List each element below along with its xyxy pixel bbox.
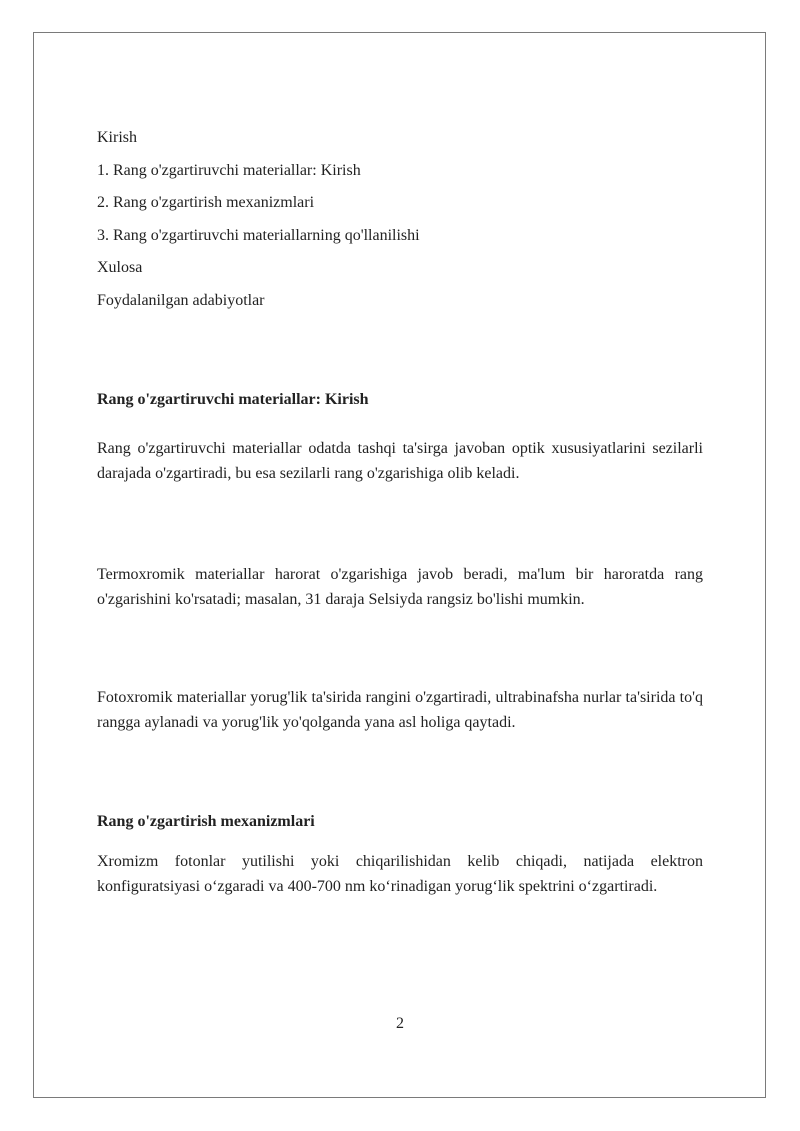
toc-item-conclusion: Xulosa (97, 259, 143, 276)
section-1-paragraph-3: Fotoxromik materiallar yorug'lik ta'sirida rangini o'zgartiradi, ultrabinafsha nurlar ta'sirida to'q rangga aylanadi va yorug'lik yo'qolganda yana asl holiga qaytadi. (97, 689, 703, 731)
section-1-paragraph-2: Termoxromik materiallar harorat o'zgarishiga javob beradi, ma'lum bir haroratda rang o'zgarishini ko'rsatadi; masalan, 31 daraja Selsiyda rangsiz bo'lishi mumkin. (97, 566, 703, 608)
toc-item-introduction: Kirish (97, 129, 137, 146)
toc-item-references: Foydalanilgan adabiyotlar (97, 291, 265, 309)
toc-item-chapter-3: 3. Rang o'zgartiruvchi materiallarning qo'llanilishi (97, 226, 420, 244)
section-2-heading: Rang o'zgartirish mexanizmlari (97, 813, 315, 830)
section-2-paragraph-1: Xromizm fotonlar yutilishi yoki chiqarilishidan kelib chiqadi, natijada elektron konfiguratsiyasi o‘zgaradi va 400-700 nm ko‘rinadigan yorug‘lik spektrini o‘zgartiradi. (97, 853, 703, 895)
page-number: 2 (396, 1015, 404, 1032)
toc-item-chapter-1: 1. Rang o'zgartiruvchi materiallar: Kirish (97, 161, 361, 179)
toc-item-chapter-2: 2. Rang o'zgartirish mexanizmlari (97, 194, 315, 211)
table-of-contents (97, 128, 703, 323)
section-1-paragraph-1: Rang o'zgartiruvchi materiallar odatda tashqi ta'sirga javoban optik xususiyatlarini sezilarli darajada o'zgartiradi, bu esa sezilarli rang o'zgarishiga olib keladi. (97, 440, 703, 482)
section-1-heading: Rang o'zgartiruvchi materiallar: Kirish (97, 391, 369, 408)
